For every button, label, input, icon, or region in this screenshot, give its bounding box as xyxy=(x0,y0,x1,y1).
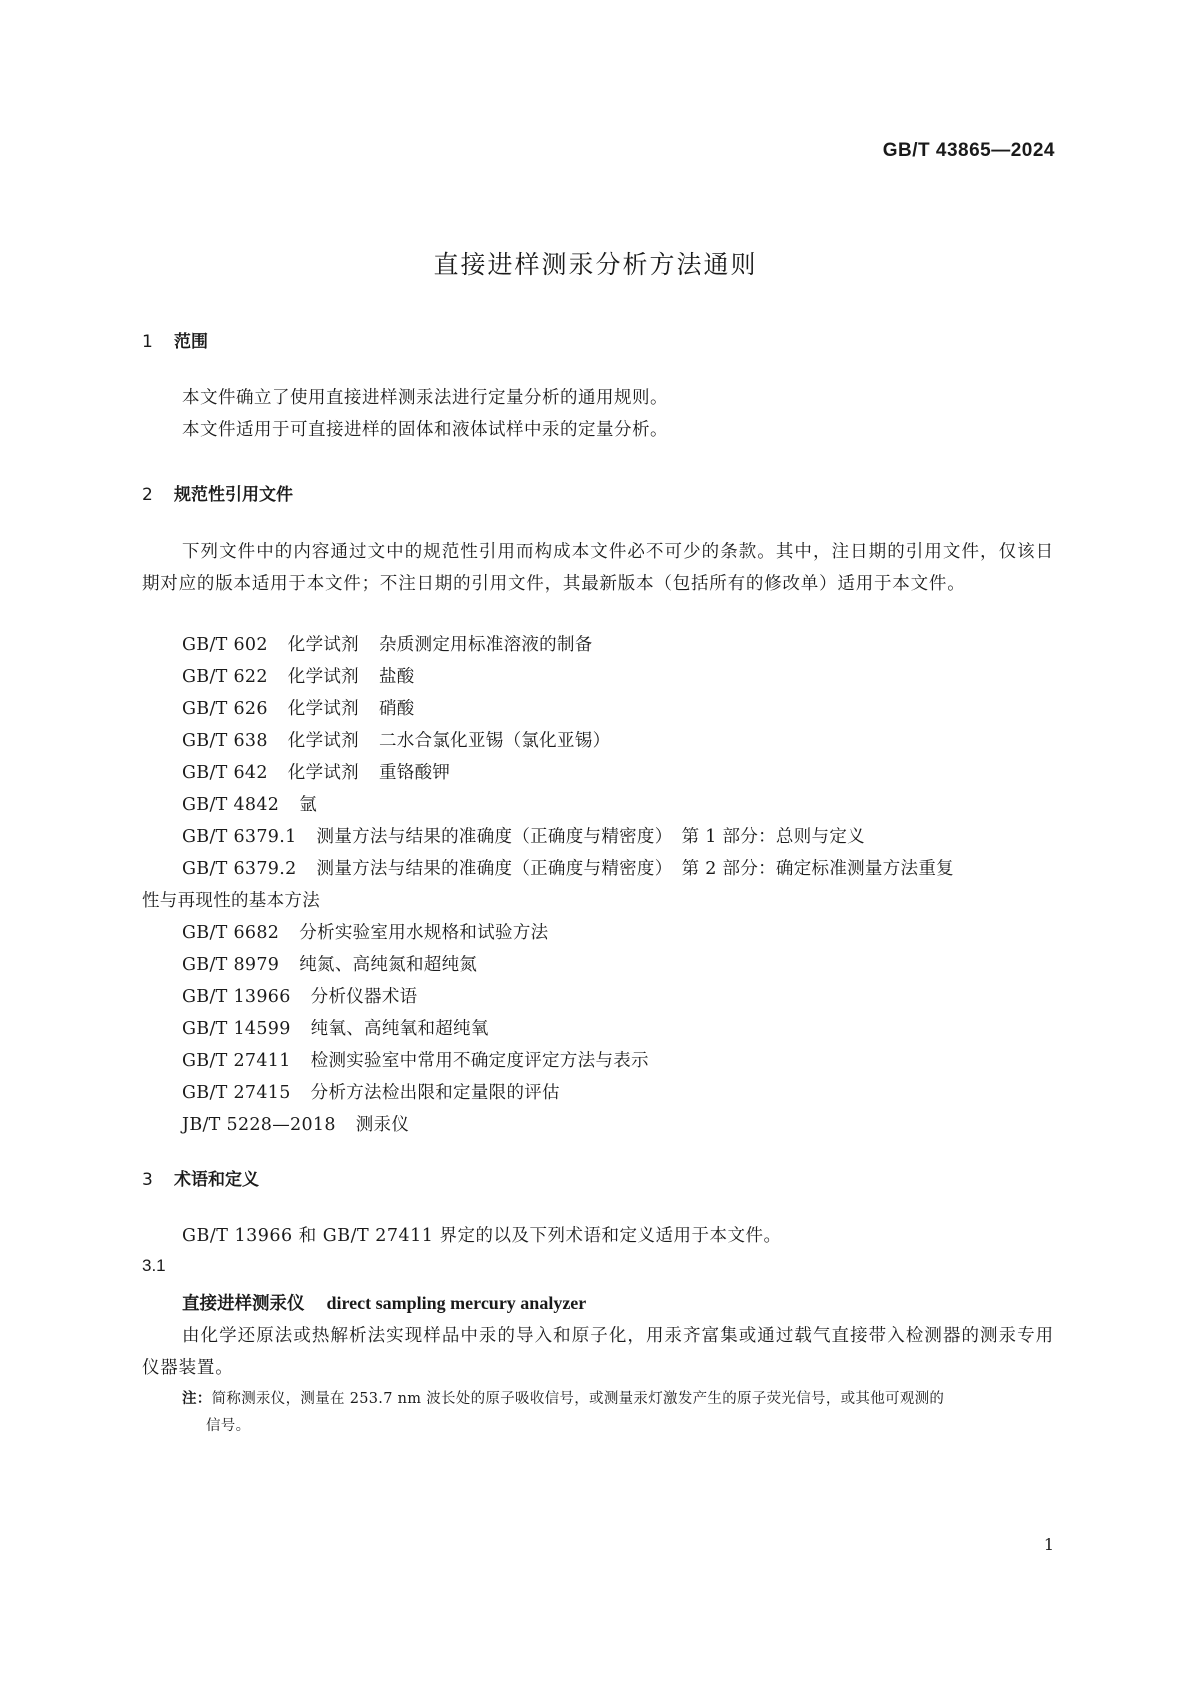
section-1-heading xyxy=(142,327,208,352)
term-entry xyxy=(182,1290,586,1315)
section-2-heading xyxy=(142,480,293,505)
reference-code: GB/T 6379.2 xyxy=(182,859,297,879)
reference-category: 化学试剂 xyxy=(287,635,359,655)
reference-item xyxy=(182,1111,409,1136)
reference-code: GB/T 8979 xyxy=(182,955,280,975)
terms-intro: GB/T 13966 和 GB/T 27411 界定的以及下列术语和定义适用于本文件。 xyxy=(182,1226,782,1246)
reference-title: 重铬酸钾 xyxy=(378,763,451,783)
section-title: 规范性引用文件 xyxy=(174,485,293,505)
section-number: 2 xyxy=(142,485,153,505)
section-title: 术语和定义 xyxy=(174,1170,259,1190)
page-title: 直接进样测汞分析方法通则 xyxy=(433,250,758,279)
reference-item xyxy=(182,631,593,656)
reference-item xyxy=(182,695,415,720)
reference-item xyxy=(182,951,477,976)
reference-code: GB/T 626 xyxy=(182,699,268,719)
reference-code: GB/T 6682 xyxy=(182,923,280,943)
reference-code: GB/T 638 xyxy=(182,731,268,751)
page-number: 1 xyxy=(1043,1535,1054,1554)
scope-paragraph-1: 本文件确立了使用直接进样测汞法进行定量分析的通用规则。 xyxy=(182,388,668,408)
reference-continuation: 性与再现性的基本方法 xyxy=(142,891,320,911)
reference-item xyxy=(182,1047,649,1072)
reference-code: GB/T 6379.1 xyxy=(182,827,297,847)
reference-title: 纯氮、高纯氮和超纯氮 xyxy=(299,955,478,975)
reference-title: 测量方法与结果的准确度（正确度与精密度） 第 1 部分：总则与定义 xyxy=(316,827,865,847)
reference-item xyxy=(182,663,415,688)
reference-title: 测量方法与结果的准确度（正确度与精密度） 第 2 部分：确定标准测量方法重复 xyxy=(316,859,954,879)
section-number: 3 xyxy=(142,1170,153,1190)
references-intro: 下列文件中的内容通过文中的规范性引用而构成本文件必不可少的条款。其中，注日期的引用文件，仅该日期对应的版本适用于本文件；不注日期的引用文件，其最新版本（包括所有的修改单）适用于本文件。 xyxy=(142,542,1054,594)
note-line-1 xyxy=(182,1387,944,1408)
reference-title: 二水合氯化亚锡（氯化亚锡） xyxy=(378,731,611,751)
reference-title: 盐酸 xyxy=(378,667,415,687)
reference-item xyxy=(182,855,954,880)
section-number: 1 xyxy=(142,332,153,352)
reference-code: GB/T 642 xyxy=(182,763,268,783)
reference-item xyxy=(182,1015,489,1040)
reference-item xyxy=(182,1079,560,1104)
note-label: 注： xyxy=(182,1391,212,1407)
reference-item xyxy=(182,823,865,848)
reference-code: JB/T 5228—2018 xyxy=(182,1115,336,1135)
note-text: 简称测汞仪，测量在 253.7 nm 波长处的原子吸收信号，或测量汞灯激发产生的原子荧光信号，或其他可观测的 xyxy=(211,1391,945,1407)
reference-category: 化学试剂 xyxy=(287,667,359,687)
reference-code: GB/T 4842 xyxy=(182,795,280,815)
reference-title: 杂质测定用标准溶液的制备 xyxy=(378,635,593,655)
reference-item xyxy=(182,727,610,752)
reference-title: 测汞仪 xyxy=(355,1115,410,1135)
reference-title: 硝酸 xyxy=(378,699,415,719)
reference-code: GB/T 27411 xyxy=(182,1051,291,1071)
term-definition: 由化学还原法或热解析法实现样品中汞的导入和原子化，用汞齐富集或通过载气直接带入检测器的测汞专用仪器装置。 xyxy=(142,1326,1054,1378)
term-chinese: 直接进样测汞仪 xyxy=(182,1294,305,1314)
reference-title: 氩 xyxy=(299,795,318,815)
reference-code: GB/T 13966 xyxy=(182,987,291,1007)
reference-code: GB/T 27415 xyxy=(182,1083,291,1103)
reference-code: GB/T 14599 xyxy=(182,1019,291,1039)
reference-code: GB/T 602 xyxy=(182,635,268,655)
reference-title: 分析方法检出限和定量限的评估 xyxy=(310,1083,560,1103)
scope-paragraph-2: 本文件适用于可直接进样的固体和液体试样中汞的定量分析。 xyxy=(182,420,668,440)
term-english: direct sampling mercury analyzer xyxy=(326,1293,587,1313)
reference-item xyxy=(182,759,450,784)
reference-title: 分析实验室用水规格和试验方法 xyxy=(299,923,549,943)
reference-code: GB/T 622 xyxy=(182,667,268,687)
subclause-number: 3.1 xyxy=(142,1256,166,1275)
reference-category: 化学试剂 xyxy=(287,763,359,783)
standard-number: GB/T 43865—2024 xyxy=(882,140,1055,161)
reference-title: 检测实验室中常用不确定度评定方法与表示 xyxy=(310,1051,649,1071)
section-title: 范围 xyxy=(174,332,208,352)
section-3-heading xyxy=(142,1165,259,1190)
reference-item xyxy=(182,919,548,944)
note-line-2: 信号。 xyxy=(206,1418,251,1434)
reference-category: 化学试剂 xyxy=(287,699,359,719)
reference-title: 纯氧、高纯氧和超纯氧 xyxy=(310,1019,489,1039)
reference-category: 化学试剂 xyxy=(287,731,359,751)
reference-item xyxy=(182,983,417,1008)
reference-title: 分析仪器术语 xyxy=(310,987,418,1007)
reference-item xyxy=(182,791,317,816)
